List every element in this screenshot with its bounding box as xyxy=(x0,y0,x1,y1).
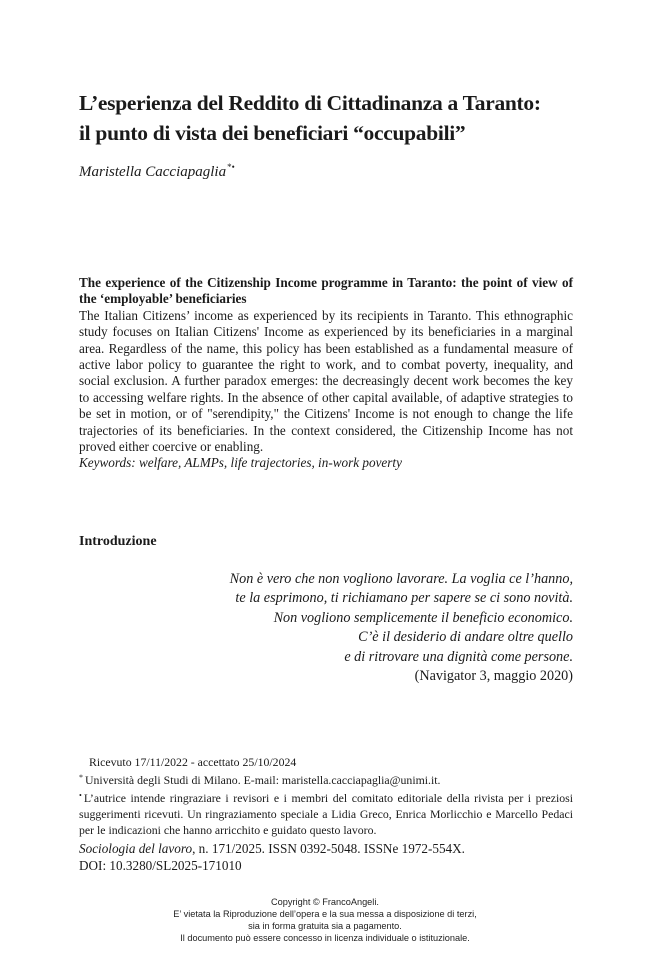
title-line-1: L’esperienza del Reddito di Cittadinanza a Taranto: xyxy=(79,91,541,115)
footnote-affiliation xyxy=(79,770,573,788)
affiliation-text: Università degli Studi di Milano. E-mail: maristella.cacciapaglia@unimi.it. xyxy=(85,773,441,787)
acknowledgement-text: L’autrice intende ringraziare i revisori e i membri del comitato editoriale della rivista per i preziosi suggerimenti ricevuti. Un ringraziamento speciale a Lidia Greco, Enrica Morlicchio e Marcello Pedaci per le indicazioni che hanno arricchito e guidato questo lavoro. xyxy=(79,791,573,837)
abstract-keywords: Keywords: welfare, ALMPs, life trajectories, in-work poverty xyxy=(79,455,402,471)
journal-details: , n. 171/2025. ISSN 0392-5048. ISSNe 1972-554X. xyxy=(192,841,465,856)
received-accepted-dates: Ricevuto 17/11/2022 - accettato 25/10/2024 xyxy=(89,755,297,769)
epigraph-line: e di ritrovare una dignità come persone. xyxy=(344,648,573,665)
journal-info xyxy=(79,840,573,874)
copyright-line: Il documento può essere concesso in licenza individuale o istituzionale. xyxy=(180,933,470,943)
abstract xyxy=(79,275,573,472)
copyright-notice xyxy=(0,896,650,944)
epigraph xyxy=(153,570,573,686)
abstract-title: The experience of the Citizenship Income programme in Taranto: the point of view of the ‘employable’ beneficiaries xyxy=(79,275,573,307)
journal-doi: DOI: 10.3280/SL2025-171010 xyxy=(79,858,242,873)
journal-citation xyxy=(79,840,573,857)
journal-name: Sociologia del lavoro xyxy=(79,841,193,856)
author-name: Maristella Cacciapaglia xyxy=(79,164,227,180)
copyright-line: sia in forma gratuita sia a pagamento. xyxy=(248,921,402,931)
epigraph-line: te la esprimono, ti richiamano per sapere se ci sono novità. xyxy=(235,590,573,607)
title-line-2: il punto di vista dei beneficiari “occupabili” xyxy=(79,121,466,145)
copyright-line: Copyright © FrancoAngeli. xyxy=(271,897,379,907)
epigraph-line: Non vogliono semplicemente il beneficio economico. xyxy=(273,609,573,626)
footnote-mark-bullet: • xyxy=(79,791,82,800)
author-line xyxy=(79,162,235,181)
footnotes xyxy=(79,754,573,838)
author-footnote-marks: *• xyxy=(227,162,235,172)
abstract-body: The Italian Citizens’ income as experienced by its recipients in Taranto. This ethnographic study focuses on Italian Citizens' Income as experienced by its beneficiaries in a marginal area. Regardless of the name, this policy has been established as a fundamental measure of active labor policy to guarantee the right to work, and to combat poverty, inequality, and social exclusion. A further paradox emerges: the decreasingly decent work becomes the key to accessing welfare rights. In the absence of other capital available, of adaptive strategies to be set in motion, or of "serendipity," the Citizens' Income is not enough to change the life trajectories of its beneficiaries. In the context considered, the Citizenship Income has not proved either coercive or enabling. xyxy=(79,307,573,455)
article-title xyxy=(79,88,573,148)
epigraph-line: Non è vero che non vogliono lavorare. La voglia ce l’hanno, xyxy=(229,571,573,587)
epigraph-source: (Navigator 3, maggio 2020) xyxy=(414,668,573,685)
footnote-acknowledgement xyxy=(79,788,573,838)
footnote-mark-asterisk: * xyxy=(79,773,83,782)
epigraph-line: C’è il desiderio di andare oltre quello xyxy=(358,629,573,646)
copyright-line: E’ vietata la Riproduzione dell’opera e la sua messa a disposizione di terzi, xyxy=(173,909,477,919)
section-title: Introduzione xyxy=(79,534,157,549)
